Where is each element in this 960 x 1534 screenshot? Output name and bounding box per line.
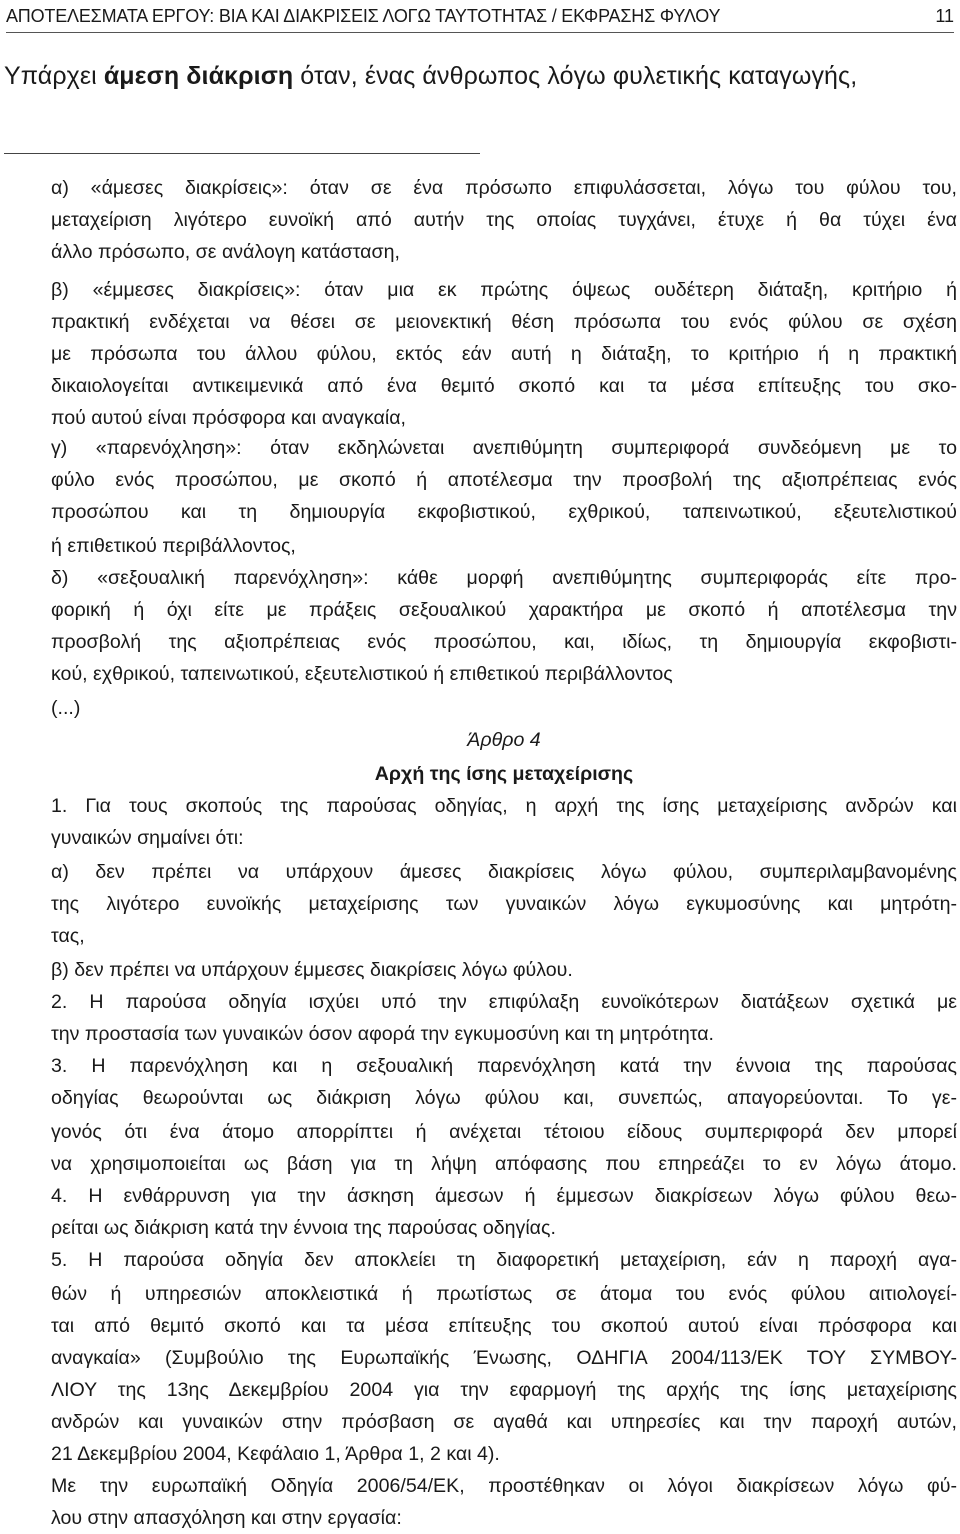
text-line: πρακτική ενδέχεται να θέσει σε μειονεκτική θέση πρόσωπα του ενός φύλου σε σχέση: [51, 311, 957, 333]
text-line: α) «άμεσες διακρίσεις»: όταν σε ένα πρόσωπο επιφυλάσσεται, λόγω του φύλου του,: [51, 177, 957, 199]
text-line: προσώπου και τη δημιουργία εκφοβιστικού, εχθρικού, ταπεινωτικού, εξευτελιστικού: [51, 501, 957, 523]
page-number: 11: [935, 6, 954, 26]
text-line: 5. Η παρούσα οδηγία δεν αποκλείει τη διαφορετική μεταχείριση, εάν η παροχή αγα-: [51, 1249, 957, 1271]
text-line: φύλο ενός προσώπου, με σκοπό ή αποτέλεσμα την προσβολή της αξιοπρέπειας ενός: [51, 469, 957, 491]
intro-emphasis: άμεση διάκριση: [103, 62, 294, 90]
text-line: προσβολή της αξιοπρέπειας ενός προσώπου, και, ιδίως, τη δημιουργία εκφοβιστι-: [51, 631, 957, 653]
text-line: γ) «παρενόχληση»: όταν εκδηλώνεται ανεπιθύμητη συμπεριφορά συνδεόμενη με το: [51, 437, 957, 459]
text-line: ή επιθετικού περιβάλλοντος,: [51, 535, 296, 557]
intro-sentence: [4, 62, 857, 91]
intro-before: Υπάρχει: [4, 62, 104, 90]
text-line: με πρόσωπα του άλλου φύλου, εκτός εάν αυτή η διάταξη, το κριτήριο ή η πρακτική: [51, 343, 957, 365]
text-line: γονός ότι ένα άτομο απορρίπτει ή ανέχεται τέτοιου είδους συμπεριφορά δεν μπορεί: [51, 1121, 957, 1143]
text-line: τας,: [51, 925, 85, 947]
text-line: δ) «σεξουαλική παρενόχληση»: κάθε μορφή ανεπιθύμητης συμπεριφοράς είτε προ-: [51, 567, 957, 589]
text-line: λου στην απασχόληση και στην εργασία:: [51, 1507, 402, 1529]
text-line: οδηγίας θεωρούνται ως διάκριση λόγω φύλου και, συνεπώς, απαγορεύονται. Το γε-: [51, 1087, 957, 1109]
text-line: ΛΙΟΥ της 13ης Δεκεμβρίου 2004 για την εφαρμογή της αρχής της ίσης μεταχείρισης: [51, 1379, 957, 1401]
text-line: Με την ευρωπαϊκή Οδηγία 2006/54/ΕΚ, προστέθηκαν οι λόγοι διακρίσεων λόγω φύ-: [51, 1475, 957, 1497]
text-line: δικαιολογείται αντικειμενικά από ένα θεμιτό σκοπό και τα μέσα επίτευξης του σκο-: [51, 375, 957, 397]
text-line: ανδρών και γυναικών στην πρόσβαση σε αγαθά και υπηρεσίες και την παροχή αυτών,: [51, 1411, 957, 1433]
text-line: β) δεν πρέπει να υπάρχουν έμμεσες διακρίσεις λόγω φύλου.: [51, 959, 573, 981]
text-line: την προστασία των γυναικών όσον αφορά την εγκυμοσύνη και τη μητρότητα.: [51, 1023, 714, 1045]
text-line: ται από θεμιτό σκοπό και τα μέσα επίτευξης του σκοπού αυτού είναι πρόσφορα και: [51, 1315, 957, 1337]
text-line: 3. Η παρενόχληση και η σεξουαλική παρενόχληση κατά την έννοια της παρούσας: [51, 1055, 957, 1077]
text-line: άλλο πρόσωπο, σε ανάλογη κατάσταση,: [51, 241, 400, 263]
footnote-rule: [4, 153, 480, 154]
text-line: φορική ή όχι είτε με πράξεις σεξουαλικού χαρακτήρα με σκοπό ή αποτέλεσμα την: [51, 599, 957, 621]
text-line: 21 Δεκεμβρίου 2004, Κεφάλαιο 1, Άρθρα 1, 2 και 4).: [51, 1443, 500, 1465]
article-title: Αρχή της ίσης μεταχείρισης: [374, 763, 634, 785]
text-line: ρείται ως διάκριση κατά την έννοια της παρούσας οδηγίας.: [51, 1217, 556, 1239]
text-line: γυναικών σημαίνει ότι:: [51, 827, 244, 849]
intro-after: όταν, ένας άνθρωπος λόγω φυλετικής καταγωγής,: [293, 62, 858, 90]
text-line: α) δεν πρέπει να υπάρχουν άμεσες διακρίσεις λόγω φύλου, συμπεριλαμβανομένης: [51, 861, 957, 883]
text-line: θών ή υπηρεσιών αποκλειστικά ή πρωτίστως σε άτομα του ενός φύλου αιτιολογεί-: [51, 1283, 957, 1305]
text-line: να χρησιμοποιείται ως βάση για τη λήψη απόφασης που επηρεάζει το εν λόγω άτομο.: [51, 1153, 957, 1175]
ellipsis-line: (...): [51, 697, 81, 719]
text-line: μεταχείριση λιγότερο ευνοϊκή από αυτήν της οποίας τυγχάνει, έτυχε ή θα τύχει ένα: [51, 209, 957, 231]
text-line: της λιγότερο ευνοϊκής μεταχείρισης των γυναικών λόγω εγκυμοσύνης και μητρότη-: [51, 893, 957, 915]
text-line: 1. Για τους σκοπούς της παρούσας οδηγίας, η αρχή της ίσης μεταχείρισης ανδρών και: [51, 795, 957, 817]
running-header: [6, 4, 954, 33]
text-line: κού, εχθρικού, ταπεινωτικού, εξευτελιστικού ή επιθετικού περιβάλλοντος: [51, 663, 673, 685]
text-line: 2. Η παρούσα οδηγία ισχύει υπό την επιφύλαξη ευνοϊκότερων διατάξεων σχετικά με: [51, 991, 957, 1013]
article-heading: Άρθρο 4: [467, 729, 541, 751]
text-line: β) «έμμεσες διακρίσεις»: όταν μια εκ πρώτης όψεως ουδέτερη διάταξη, κριτήριο ή: [51, 279, 957, 301]
text-line: πού αυτού είναι πρόσφορα και αναγκαία,: [51, 407, 406, 429]
text-line: 4. Η ενθάρρυνση για την άσκηση άμεσων ή έμμεσων διακρίσεων λόγω φύλου θεω-: [51, 1185, 957, 1207]
text-line: αναγκαία» (Συμβούλιο της Ευρωπαϊκής Ένωσης, ΟΔΗΓΙΑ 2004/113/ΕΚ ΤΟΥ ΣΥΜΒΟΥ-: [51, 1347, 957, 1369]
header-title: ΑΠΟΤΕΛΕΣΜΑΤΑ ΕΡΓΟΥ: ΒΙΑ ΚΑΙ ΔΙΑΚΡΙΣΕΙΣ ΛΟΓΩ ΤΑΥΤΟΤΗΤΑΣ / ΕΚΦΡΑΣΗΣ ΦΥΛΟΥ: [6, 6, 721, 26]
